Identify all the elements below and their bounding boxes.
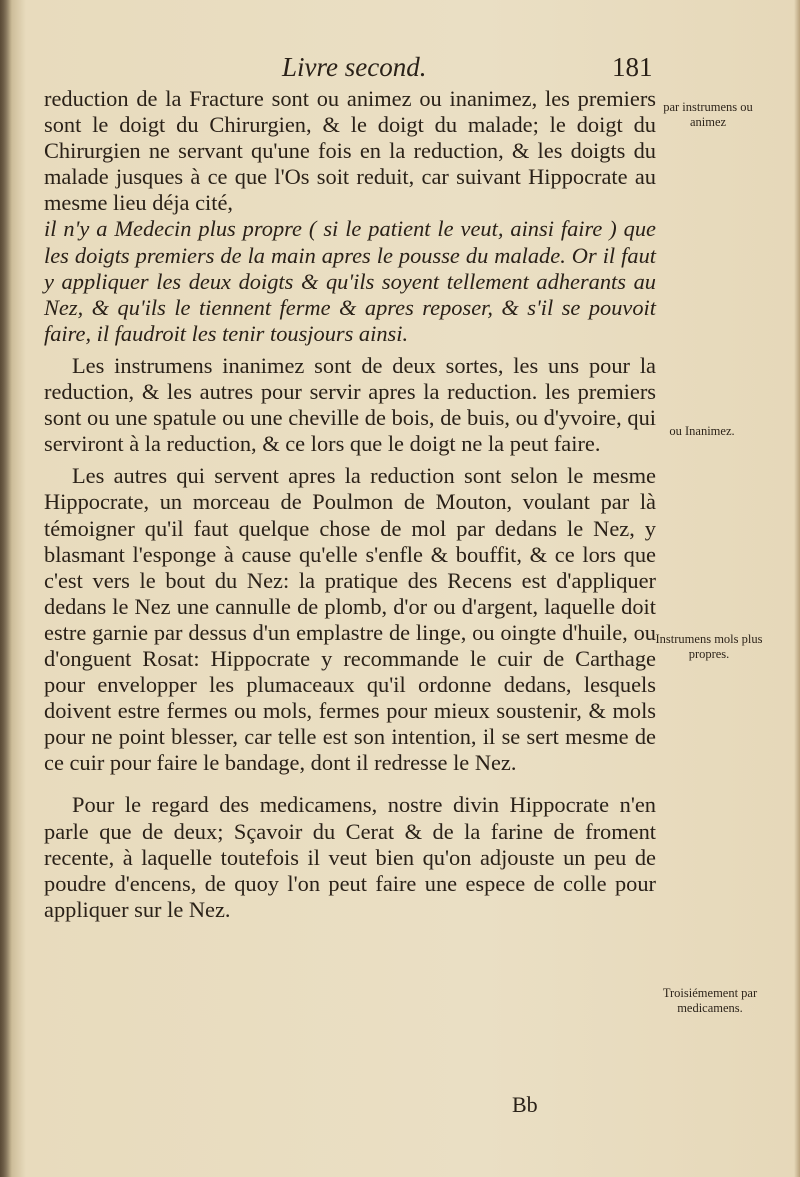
page-number: 181 xyxy=(612,52,653,82)
paragraph-medicaments: Pour le regard des medicamens, nostre divin Hippocrate n'en parle que de deux; Sçavoir du Cerat & de la farine de froment recente, à laquelle toutefois il veut bien qu'on adjouste un peu de poudre d'encens, de quoy l'on peut faire une espece de colle pour appliquer sur le Nez. xyxy=(44,792,656,922)
paragraph-post-reduction-instruments: Les autres qui servent apres la reduction sont selon le mesme Hippocrate, un morceau de Poulmon de Mouton, voulant par là témoigner qu'il faut quelque chose de mol par dedans le Nez, y blasmant l'esponge à cause qu'elle s'enfle & bouffit, & ce lors que c'est vers le bout du Nez: la pratique des Recens est d'appliquer dedans le Nez une cannulle de plomb, d'or ou d'argent, laquelle doit estre garnie par dessus d'un emplastre de linge, ou oingte d'huile, ou d'onguent Rosat: Hippocrate y recommande le cuir de Carthage pour envelopper les plumaceaux qu'il ordonne dedans, lesquels doivent estre fermes ou mols, fermes pour mieux soustenir, & mols pour ne point blesser, car telle est son intention, il se sert mesme de ce cuir pour faire le bandage, dont il redresse le Nez. xyxy=(44,463,656,776)
page-edge-shadow xyxy=(794,0,800,1177)
paragraph-inanimate-instruments: Les instrumens inanimez sont de deux sortes, les uns pour la reduction, & les autres pour servir apres la reduction. les premiers sont ou une spatule ou une cheville de bois, de buis, ou d'yvoire, qui serviront à la reduction, & ce lors que le doigt ne la peut faire. xyxy=(44,352,656,457)
page-header xyxy=(0,52,800,86)
margin-note-inanimate: ou Inanimez. xyxy=(669,424,735,438)
margin-note-soft-instruments: Instrumens mols plus propres. xyxy=(655,632,763,661)
body-text xyxy=(44,86,656,923)
running-head: Livre second. xyxy=(282,52,427,82)
margin-note-instruments: par instrumens ou animez xyxy=(663,100,753,129)
signature-mark: Bb xyxy=(512,1092,538,1117)
paragraph-hippocrates-quote: il n'y a Medecin plus propre ( si le patient le veut, ainsi faire ) que les doigts premiers de la main apres le pousse du malade. Or il faut y appliquer les deux doigts & qu'ils soyent tellement adherants au Nez, & qu'ils le tiennent ferme & apres reposer, & s'il se pouvoit faire, il faudroit les tenir tousjours ainsi. xyxy=(44,216,656,346)
binding-gutter-shadow xyxy=(0,0,12,1177)
margin-note-medicaments: Troisiémement par medicamens. xyxy=(662,986,758,1015)
paragraph-continuation: reduction de la Fracture sont ou animez ou inanimez, les premiers sont le doigt du Chirurgien, & le doigt du malade; le doigt du Chirurgien ne servant qu'une fois en la reduction, & les doigts du malade jusques à ce que l'Os soit reduit, car suivant Hippocrate au mesme lieu déja cité, xyxy=(44,86,656,216)
